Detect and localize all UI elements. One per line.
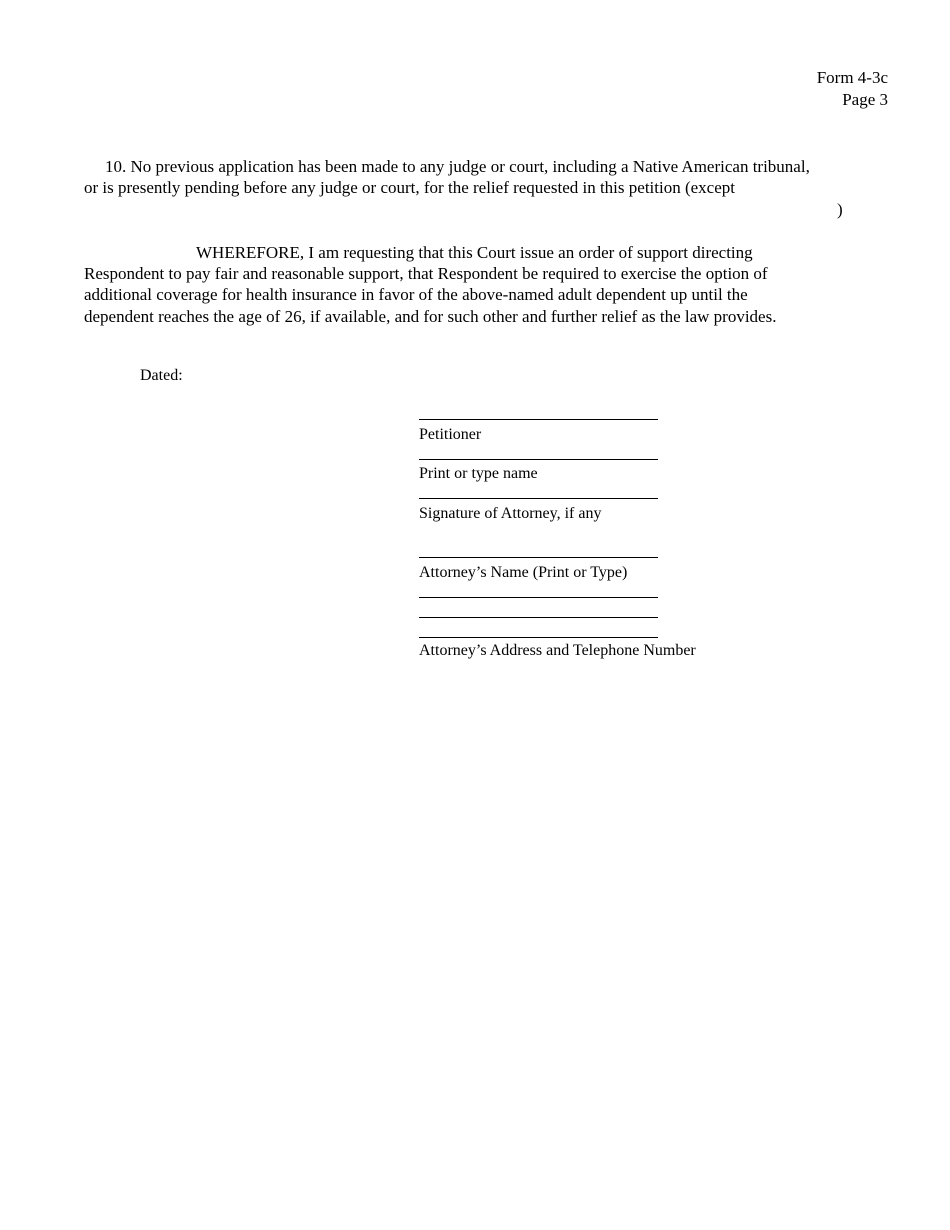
attorney-address-line-1[interactable] xyxy=(419,597,658,598)
petitioner-label: Petitioner xyxy=(419,426,482,443)
print-name-line[interactable] xyxy=(419,459,658,460)
wherefore-line-2: Respondent to pay fair and reasonable support, that Respondent be required to exercise the option of xyxy=(84,264,768,283)
paragraph-10-line-3: ) xyxy=(837,200,843,219)
attorney-name-line[interactable] xyxy=(419,557,658,558)
attorney-signature-label: Signature of Attorney, if any xyxy=(419,505,602,522)
page-label: Page 3 xyxy=(842,90,888,109)
form-number: Form 4-3c xyxy=(816,68,888,87)
paragraph-10-line-2: or is presently pending before any judge or court, for the relief requested in this petition (except xyxy=(84,178,735,197)
dated-label: Dated: xyxy=(140,367,183,384)
attorney-name-label: Attorney’s Name (Print or Type) xyxy=(419,564,628,581)
wherefore-line-3: additional coverage for health insurance in favor of the above-named adult dependent up until the xyxy=(84,285,748,304)
wherefore-line-4: dependent reaches the age of 26, if available, and for such other and further relief as the law provides. xyxy=(84,307,777,326)
attorney-signature-line[interactable] xyxy=(419,498,658,499)
print-name-label: Print or type name xyxy=(419,465,538,482)
petitioner-signature-line[interactable] xyxy=(419,419,658,420)
attorney-address-line-2[interactable] xyxy=(419,617,658,618)
paragraph-10-line-1: 10. No previous application has been made to any judge or court, including a Native American tribunal, xyxy=(105,157,810,176)
attorney-address-line-3[interactable] xyxy=(419,637,658,638)
attorney-address-label: Attorney’s Address and Telephone Number xyxy=(419,642,696,659)
wherefore-line-1: WHEREFORE, I am requesting that this Court issue an order of support directing xyxy=(196,243,753,262)
